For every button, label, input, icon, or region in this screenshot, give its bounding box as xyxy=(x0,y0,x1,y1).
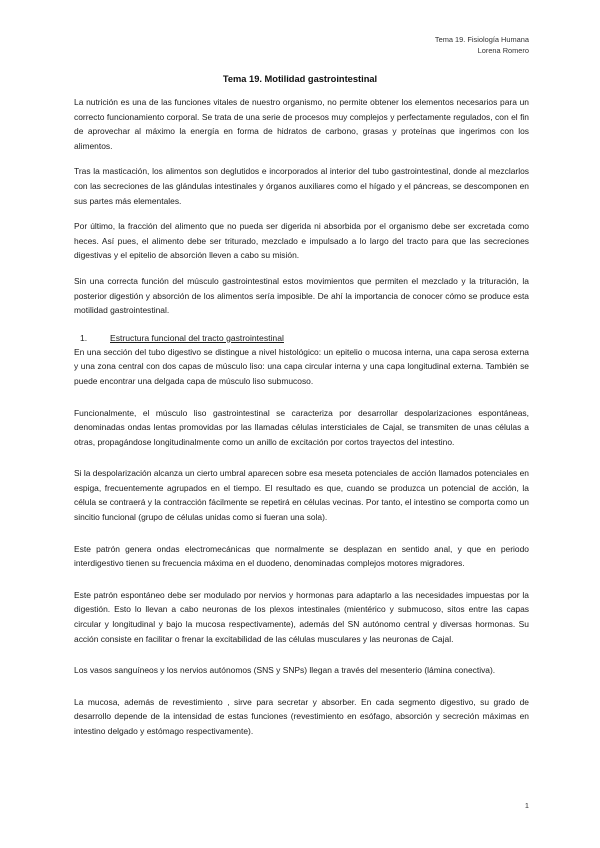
intro-paragraph-2: Tras la masticación, los alimentos son deglutidos e incorporados al interior del tubo gastrointestinal, donde al mezclarlos con las secreciones de las glándulas intestinales y órganos auxiliares como el hígado y el páncreas, se descomponen en sus partes más elementales. xyxy=(74,166,529,206)
header-subject: Tema 19. Fisiología Humana xyxy=(434,35,529,44)
section-paragraph-4: Este patrón genera ondas electromecánicas que normalmente se desplazan en sentido anal, y que en periodo interdigestivo tienen su frecuencia máxima en el duodeno, denominadas complejos motores migradores. xyxy=(74,543,529,569)
section-number: 1. xyxy=(80,332,88,343)
document-body xyxy=(74,95,529,750)
page-title: Tema 19. Motilidad gastrointestinal xyxy=(222,74,378,84)
section-paragraph-2: Funcionalmente, el músculo liso gastrointestinal se caracteriza por desarrollar despolarizaciones espontáneas, denominadas ondas lentas promovidas por las llamadas células intersticiales de Cajal, se transmiten de unas células a otras, propagándose longitudinalmente como un anillo de excitación por cortos trayectos del intestino. xyxy=(74,407,529,447)
section-heading xyxy=(74,331,529,345)
section-paragraph-3: Si la despolarización alcanza un cierto umbral aparecen sobre esa meseta potenciales de acción llamados potenciales en espiga, frecuentemente agrupados en el tiempo. El resultado es que, cuando se produzca un potencial de acción, la célula se contraerá y la contracción fácilmente se repetirá en células vecinas. Por tanto, el intestino se comporta como un sincitio funcional (grupo de células unidas como si fueran una sola). xyxy=(74,468,529,523)
section-paragraph-7: La mucosa, además de revestimiento , sirve para secretar y absorber. En cada segmento digestivo, su grado de desarrollo depende de la intensidad de estas funciones (revestimiento en esófago, absorción y secreción máximas en intestino delgado y estómago respectivamente). xyxy=(74,696,529,736)
section-paragraph-1: En una sección del tubo digestivo se distingue a nivel histológico: un epitelio o mucosa interna, una capa serosa externa y una zona central con dos capas de músculo liso: una capa circular interna y una capa longitudinal externa. También se puede encontrar una delgada capa de músculo liso submucoso. xyxy=(74,346,529,386)
section-paragraph-5: Este patrón espontáneo debe ser modulado por nervios y hormonas para adaptarlo a las necesidades impuestas por la digestión. Esto lo llevan a cabo neuronas de los plexos intestinales (mientérico y submucoso, sitos entre las capas circular y longitudinal y bajo la mucosa respectivamente), además del SN autónomo central y diversas hormonas. Su acción consiste en facilitar o frenar la excitabilidad de las células musculares y las neuronas de Cajal. xyxy=(74,589,529,644)
header-author: Lorena Romero xyxy=(477,46,529,55)
intro-paragraph-3: Por último, la fracción del alimento que no pueda ser digerida ni absorbida por el organismo debe ser excretada como heces. Así pues, el alimento debe ser triturado, mezclado e impulsado a lo largo del tracto para que las secreciones digestivas y el epitelio de absorción lleven a cabo su misión. xyxy=(74,221,529,261)
section-title: Estructura funcional del tracto gastrointestinal xyxy=(110,332,284,343)
section-paragraph-6: Los vasos sanguíneos y los nervios autónomos (SNS y SNPs) llegan a través del mesenterio (lámina conectiva). xyxy=(74,665,496,676)
intro-paragraph-4: Sin una correcta función del músculo gastrointestinal estos movimientos que permiten el mezclado y la trituración, la posterior digestión y absorción de los alimentos sería imposible. De ahí la importancia de conocer cómo se produce esta motilidad gastrointestinal. xyxy=(74,275,529,316)
page-header xyxy=(435,34,529,56)
intro-paragraph-1: La nutrición es una de las funciones vitales de nuestro organismo, no permite obtener los elementos necesarios para un correcto funcionamiento corporal. Se trata de una serie de procesos muy complejos y perfectamente regulados, con el fin de aprovechar al máximo la energía en forma de hidratos de carbono, grasas y proteínas que ingerimos con los alimentos. xyxy=(74,97,529,151)
page-number: 1 xyxy=(524,801,529,810)
